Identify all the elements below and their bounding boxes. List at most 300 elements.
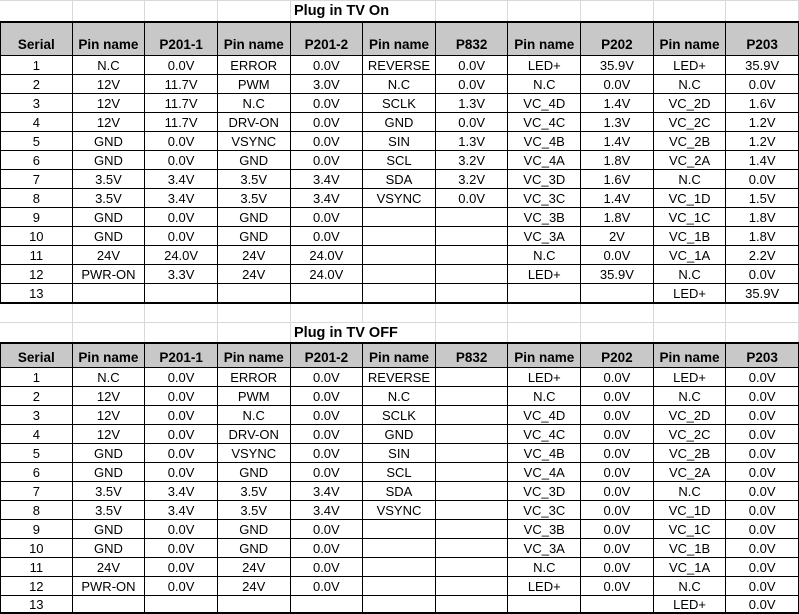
serial-cell: 1 — [0, 368, 73, 387]
serial-cell: 3 — [0, 94, 73, 113]
pin-name-cell — [363, 246, 436, 265]
voltage-cell: 0.0V — [726, 596, 799, 614]
pin-name-cell: N.C — [218, 94, 291, 113]
voltage-cell: 1.8V — [726, 227, 799, 246]
voltage-cell — [291, 284, 364, 304]
pin-name-cell: PWM — [218, 387, 291, 406]
pin-name-cell: GND — [218, 208, 291, 227]
pin-name-cell: PWR-ON — [73, 577, 146, 596]
pin-name-cell: N.C — [73, 56, 146, 75]
voltage-cell: 0.0V — [291, 113, 364, 132]
voltage-cell — [436, 387, 509, 406]
voltage-cell: 0.0V — [145, 406, 218, 425]
voltage-cell: 0.0V — [726, 406, 799, 425]
pin-name-cell: GND — [73, 132, 146, 151]
serial-cell: 4 — [0, 113, 73, 132]
voltage-cell: 1.2V — [726, 132, 799, 151]
pin-name-cell: VC_4A — [508, 151, 581, 170]
table-title-tv-off: Plug in TV OFF — [292, 323, 403, 342]
column-header: P202 — [581, 342, 654, 368]
empty-grid-cell — [363, 304, 436, 323]
voltage-cell — [436, 208, 509, 227]
voltage-cell: 0.0V — [291, 577, 364, 596]
empty-grid-cell — [654, 304, 727, 323]
serial-cell: 6 — [0, 151, 73, 170]
voltage-cell: 0.0V — [291, 368, 364, 387]
pin-name-cell: GND — [73, 444, 146, 463]
voltage-cell: 0.0V — [291, 208, 364, 227]
voltage-cell: 24.0V — [291, 265, 364, 284]
serial-cell: 9 — [0, 208, 73, 227]
pin-name-cell: VC_4B — [508, 444, 581, 463]
empty-grid-cell — [73, 323, 146, 342]
voltage-cell — [436, 227, 509, 246]
empty-grid-cell — [508, 304, 581, 323]
serial-cell: 10 — [0, 227, 73, 246]
pin-name-cell: 12V — [73, 425, 146, 444]
serial-cell: 3 — [0, 406, 73, 425]
pin-name-cell: LED+ — [508, 577, 581, 596]
voltage-cell: 0.0V — [436, 113, 509, 132]
voltage-cell: 1.4V — [581, 94, 654, 113]
voltage-cell: 0.0V — [145, 56, 218, 75]
voltage-cell — [291, 596, 364, 614]
pin-name-cell: SIN — [363, 132, 436, 151]
voltage-cell: 35.9V — [726, 284, 799, 304]
pin-name-cell: 24V — [73, 558, 146, 577]
column-header: Pin name — [363, 21, 436, 56]
pin-name-cell: VC_3D — [508, 482, 581, 501]
voltage-cell: 0.0V — [436, 189, 509, 208]
serial-cell: 5 — [0, 132, 73, 151]
pin-name-cell: LED+ — [654, 596, 727, 614]
pin-name-cell: PWR-ON — [73, 265, 146, 284]
pin-name-cell: VC_2C — [654, 113, 727, 132]
voltage-cell: 35.9V — [581, 265, 654, 284]
serial-cell: 7 — [0, 482, 73, 501]
serial-cell: 2 — [0, 387, 73, 406]
pin-name-cell: REVERSE — [363, 368, 436, 387]
pin-name-cell: VC_2A — [654, 463, 727, 482]
voltage-cell: 1.3V — [436, 94, 509, 113]
empty-grid-cell — [581, 323, 654, 342]
empty-grid-cell — [218, 323, 291, 342]
pin-name-cell: LED+ — [508, 368, 581, 387]
empty-grid-cell — [218, 1, 291, 21]
empty-grid-cell — [291, 304, 364, 323]
pin-name-cell: VC_1C — [654, 208, 727, 227]
pin-name-cell — [363, 208, 436, 227]
voltage-cell: 3.4V — [291, 482, 364, 501]
empty-grid-cell — [508, 1, 581, 21]
pin-name-cell: ERROR — [218, 56, 291, 75]
pin-name-cell: N.C — [654, 170, 727, 189]
pin-name-cell: VC_1B — [654, 539, 727, 558]
pin-name-cell — [363, 265, 436, 284]
column-header: Pin name — [218, 21, 291, 56]
pin-name-cell: VC_3C — [508, 189, 581, 208]
voltage-cell: 1.3V — [436, 132, 509, 151]
voltage-cell: 1.8V — [581, 208, 654, 227]
voltage-cell: 0.0V — [145, 520, 218, 539]
voltage-cell: 0.0V — [145, 132, 218, 151]
pin-name-cell: SIN — [363, 444, 436, 463]
voltage-cell: 0.0V — [581, 368, 654, 387]
column-header: P832 — [436, 342, 509, 368]
voltage-cell: 35.9V — [726, 56, 799, 75]
voltage-cell — [436, 368, 509, 387]
pin-name-cell: 24V — [218, 246, 291, 265]
pin-name-cell: GND — [73, 520, 146, 539]
pin-name-cell: SDA — [363, 482, 436, 501]
pin-name-cell: 12V — [73, 75, 146, 94]
empty-grid-cell — [581, 304, 654, 323]
pin-name-cell: SCL — [363, 151, 436, 170]
voltage-cell — [436, 539, 509, 558]
voltage-cell: 0.0V — [145, 558, 218, 577]
pin-name-cell: VSYNC — [363, 189, 436, 208]
voltage-cell: 0.0V — [145, 387, 218, 406]
voltage-cell: 0.0V — [581, 520, 654, 539]
voltage-cell: 3.2V — [436, 151, 509, 170]
voltage-cell: 0.0V — [726, 444, 799, 463]
pin-name-cell — [363, 596, 436, 614]
serial-cell: 13 — [0, 284, 73, 304]
voltage-cell: 1.4V — [581, 132, 654, 151]
pin-name-cell: VC_1D — [654, 501, 727, 520]
empty-grid-cell — [436, 304, 509, 323]
voltage-cell: 0.0V — [145, 151, 218, 170]
voltage-cell: 0.0V — [581, 387, 654, 406]
pin-name-cell — [508, 284, 581, 304]
column-header: P832 — [436, 21, 509, 56]
pin-name-cell — [73, 284, 146, 304]
pin-name-cell: VC_3A — [508, 539, 581, 558]
voltage-cell: 0.0V — [726, 463, 799, 482]
voltage-cell: 1.2V — [726, 113, 799, 132]
voltage-cell: 0.0V — [726, 265, 799, 284]
pin-name-cell: 12V — [73, 113, 146, 132]
pin-name-cell: VC_3C — [508, 501, 581, 520]
pin-name-cell: 12V — [73, 406, 146, 425]
voltage-cell: 0.0V — [581, 406, 654, 425]
voltage-cell — [436, 501, 509, 520]
serial-cell: 12 — [0, 577, 73, 596]
pin-name-cell: 12V — [73, 387, 146, 406]
voltage-cell: 3.4V — [145, 501, 218, 520]
voltage-cell: 0.0V — [726, 425, 799, 444]
column-header: P203 — [726, 342, 799, 368]
pin-name-cell: GND — [73, 539, 146, 558]
pin-name-cell: SDA — [363, 170, 436, 189]
serial-cell: 9 — [0, 520, 73, 539]
column-header: Serial — [0, 342, 73, 368]
pin-name-cell: REVERSE — [363, 56, 436, 75]
pin-name-cell: VC_4D — [508, 406, 581, 425]
empty-grid-cell — [436, 323, 509, 342]
voltage-cell: 3.4V — [291, 501, 364, 520]
voltage-cell: 0.0V — [291, 387, 364, 406]
empty-grid-cell — [0, 323, 73, 342]
empty-grid-cell — [436, 1, 509, 21]
voltage-cell: 0.0V — [145, 208, 218, 227]
pin-name-cell: LED+ — [654, 284, 727, 304]
pin-name-cell: N.C — [654, 577, 727, 596]
voltage-cell: 1.3V — [581, 113, 654, 132]
voltage-cell: 0.0V — [291, 94, 364, 113]
voltage-cell: 0.0V — [581, 444, 654, 463]
voltage-cell: 0.0V — [726, 558, 799, 577]
voltage-cell — [436, 596, 509, 614]
voltage-cell — [436, 520, 509, 539]
voltage-cell: 11.7V — [145, 94, 218, 113]
voltage-cell: 0.0V — [726, 368, 799, 387]
pin-name-cell: 24V — [218, 265, 291, 284]
pin-name-cell: 24V — [218, 558, 291, 577]
pin-name-cell: GND — [73, 227, 146, 246]
pin-name-cell — [363, 577, 436, 596]
column-header: Pin name — [218, 342, 291, 368]
voltage-cell: 1.6V — [581, 170, 654, 189]
pin-name-cell: GND — [363, 425, 436, 444]
voltage-cell: 3.4V — [291, 170, 364, 189]
voltage-cell: 0.0V — [291, 132, 364, 151]
empty-grid-cell — [581, 1, 654, 21]
empty-grid-cell — [726, 1, 799, 21]
voltage-cell: 0.0V — [726, 170, 799, 189]
column-header: P201-2 — [291, 342, 364, 368]
voltage-cell — [436, 558, 509, 577]
voltage-cell: 0.0V — [726, 387, 799, 406]
voltage-cell: 0.0V — [726, 539, 799, 558]
voltage-cell: 1.4V — [726, 151, 799, 170]
voltage-cell: 0.0V — [145, 463, 218, 482]
column-header: Pin name — [508, 21, 581, 56]
pin-name-cell — [363, 539, 436, 558]
pin-name-cell: N.C — [363, 75, 436, 94]
pin-name-cell — [363, 227, 436, 246]
serial-cell: 4 — [0, 425, 73, 444]
pin-name-cell: SCL — [363, 463, 436, 482]
table-title-tv-on: Plug in TV On — [292, 1, 394, 21]
pin-name-cell: N.C — [654, 265, 727, 284]
pin-name-cell: VSYNC — [218, 444, 291, 463]
pin-name-cell: VC_3A — [508, 227, 581, 246]
pin-name-cell: 3.5V — [218, 189, 291, 208]
voltage-cell: 3.2V — [436, 170, 509, 189]
voltage-cell: 0.0V — [145, 425, 218, 444]
pin-name-cell: LED+ — [654, 56, 727, 75]
voltage-cell — [581, 596, 654, 614]
pin-name-cell: N.C — [363, 387, 436, 406]
voltage-cell: 11.7V — [145, 113, 218, 132]
voltage-cell: 0.0V — [291, 463, 364, 482]
pin-name-cell — [363, 284, 436, 304]
column-header: P201-1 — [145, 21, 218, 56]
pin-name-cell: VSYNC — [363, 501, 436, 520]
voltage-cell — [436, 425, 509, 444]
pin-name-cell: DRV-ON — [218, 425, 291, 444]
empty-grid-cell — [654, 1, 727, 21]
voltage-cell: 0.0V — [726, 482, 799, 501]
voltage-cell — [145, 284, 218, 304]
pin-name-cell: N.C — [508, 387, 581, 406]
empty-grid-cell — [73, 1, 146, 21]
voltage-cell — [436, 482, 509, 501]
voltage-cell: 0.0V — [291, 425, 364, 444]
pin-name-cell — [363, 558, 436, 577]
serial-cell: 13 — [0, 596, 73, 614]
pin-name-cell: VC_3B — [508, 208, 581, 227]
pin-name-cell: 3.5V — [73, 170, 146, 189]
spacer-row — [0, 304, 799, 323]
column-header: P203 — [726, 21, 799, 56]
pin-name-cell: VC_2A — [654, 151, 727, 170]
pin-name-cell: N.C — [654, 387, 727, 406]
pin-name-cell: GND — [218, 520, 291, 539]
pin-name-cell: VC_4C — [508, 113, 581, 132]
voltage-cell: 0.0V — [726, 501, 799, 520]
column-header: Pin name — [508, 342, 581, 368]
serial-cell: 5 — [0, 444, 73, 463]
pin-name-cell: 3.5V — [218, 501, 291, 520]
voltage-cell — [436, 246, 509, 265]
voltage-cell: 2.2V — [726, 246, 799, 265]
empty-grid-cell — [0, 304, 73, 323]
empty-grid-cell — [0, 1, 73, 21]
voltage-cell: 0.0V — [291, 558, 364, 577]
voltage-cell: 24.0V — [291, 246, 364, 265]
pin-name-cell: LED+ — [508, 56, 581, 75]
voltage-cell: 0.0V — [436, 56, 509, 75]
pin-name-cell: GND — [73, 151, 146, 170]
pin-name-cell: VC_1C — [654, 520, 727, 539]
serial-cell: 1 — [0, 56, 73, 75]
pin-name-cell: GND — [218, 151, 291, 170]
pin-name-cell: 3.5V — [73, 482, 146, 501]
pin-name-cell: N.C — [508, 246, 581, 265]
voltage-cell: 3.4V — [145, 170, 218, 189]
column-header: Pin name — [73, 342, 146, 368]
pin-name-cell: VC_3D — [508, 170, 581, 189]
column-header: Pin name — [363, 342, 436, 368]
pin-name-cell: ERROR — [218, 368, 291, 387]
pin-name-cell: GND — [73, 208, 146, 227]
pin-name-cell: N.C — [73, 368, 146, 387]
voltage-cell: 0.0V — [145, 539, 218, 558]
serial-cell: 10 — [0, 539, 73, 558]
voltage-cell: 24.0V — [145, 246, 218, 265]
empty-grid-cell — [73, 304, 146, 323]
column-header: Pin name — [654, 21, 727, 56]
voltage-cell — [436, 444, 509, 463]
pin-name-cell: SCLK — [363, 406, 436, 425]
empty-grid-cell — [145, 304, 218, 323]
serial-cell: 7 — [0, 170, 73, 189]
serial-cell: 11 — [0, 246, 73, 265]
voltage-cell: 0.0V — [726, 75, 799, 94]
pin-name-cell: GND — [73, 463, 146, 482]
pin-name-cell: GND — [363, 113, 436, 132]
voltage-cell: 0.0V — [291, 227, 364, 246]
pin-name-cell: PWM — [218, 75, 291, 94]
voltage-cell: 0.0V — [145, 368, 218, 387]
pin-name-cell: VC_2B — [654, 132, 727, 151]
column-header: Pin name — [73, 21, 146, 56]
pin-name-cell: 3.5V — [73, 189, 146, 208]
serial-cell: 12 — [0, 265, 73, 284]
pin-name-cell: VC_3B — [508, 520, 581, 539]
voltage-cell: 1.5V — [726, 189, 799, 208]
empty-grid-cell — [145, 323, 218, 342]
pin-name-cell: 3.5V — [73, 501, 146, 520]
column-header: Serial — [0, 21, 73, 56]
voltage-cell — [436, 284, 509, 304]
voltage-cell: 0.0V — [145, 444, 218, 463]
voltage-cell: 0.0V — [581, 482, 654, 501]
pin-name-cell: VC_1D — [654, 189, 727, 208]
column-header: P202 — [581, 21, 654, 56]
pin-name-cell: VC_4C — [508, 425, 581, 444]
empty-grid-cell — [218, 304, 291, 323]
pin-name-cell: VC_4A — [508, 463, 581, 482]
voltage-cell: 1.4V — [581, 189, 654, 208]
empty-grid-cell — [726, 323, 799, 342]
serial-cell: 8 — [0, 189, 73, 208]
voltage-cell: 3.0V — [291, 75, 364, 94]
empty-grid-cell — [726, 304, 799, 323]
pin-name-cell: N.C — [654, 482, 727, 501]
voltage-cell: 3.3V — [145, 265, 218, 284]
voltage-cell: 0.0V — [581, 577, 654, 596]
voltage-cell: 1.8V — [726, 208, 799, 227]
voltage-cell: 0.0V — [145, 577, 218, 596]
voltage-cell: 2V — [581, 227, 654, 246]
pin-name-cell: N.C — [654, 75, 727, 94]
pin-name-cell: VC_2B — [654, 444, 727, 463]
voltage-cell — [436, 265, 509, 284]
pin-name-cell: VC_1A — [654, 246, 727, 265]
voltage-cell: 0.0V — [291, 539, 364, 558]
pin-name-cell: GND — [218, 463, 291, 482]
voltage-cell: 3.4V — [145, 482, 218, 501]
voltage-cell: 1.6V — [726, 94, 799, 113]
voltage-cell: 0.0V — [291, 56, 364, 75]
pin-name-cell: GND — [218, 227, 291, 246]
voltage-cell: 0.0V — [581, 539, 654, 558]
column-header: Pin name — [654, 342, 727, 368]
voltage-cell: 0.0V — [581, 246, 654, 265]
serial-cell: 8 — [0, 501, 73, 520]
pin-name-cell: 3.5V — [218, 170, 291, 189]
voltage-cell: 0.0V — [436, 75, 509, 94]
pin-name-cell: VC_1A — [654, 558, 727, 577]
voltage-cell — [581, 284, 654, 304]
voltage-cell: 0.0V — [291, 151, 364, 170]
pin-name-cell: N.C — [508, 558, 581, 577]
pin-name-cell: N.C — [218, 406, 291, 425]
pin-name-cell — [73, 596, 146, 614]
serial-cell: 11 — [0, 558, 73, 577]
pin-name-cell: GND — [218, 539, 291, 558]
title-row-tv-off — [0, 323, 799, 342]
voltage-cell: 0.0V — [581, 558, 654, 577]
pin-name-cell: 3.5V — [218, 482, 291, 501]
table-tv-on — [0, 21, 799, 304]
empty-grid-cell — [145, 1, 218, 21]
pin-name-cell: DRV-ON — [218, 113, 291, 132]
pin-name-cell: VC_4D — [508, 94, 581, 113]
